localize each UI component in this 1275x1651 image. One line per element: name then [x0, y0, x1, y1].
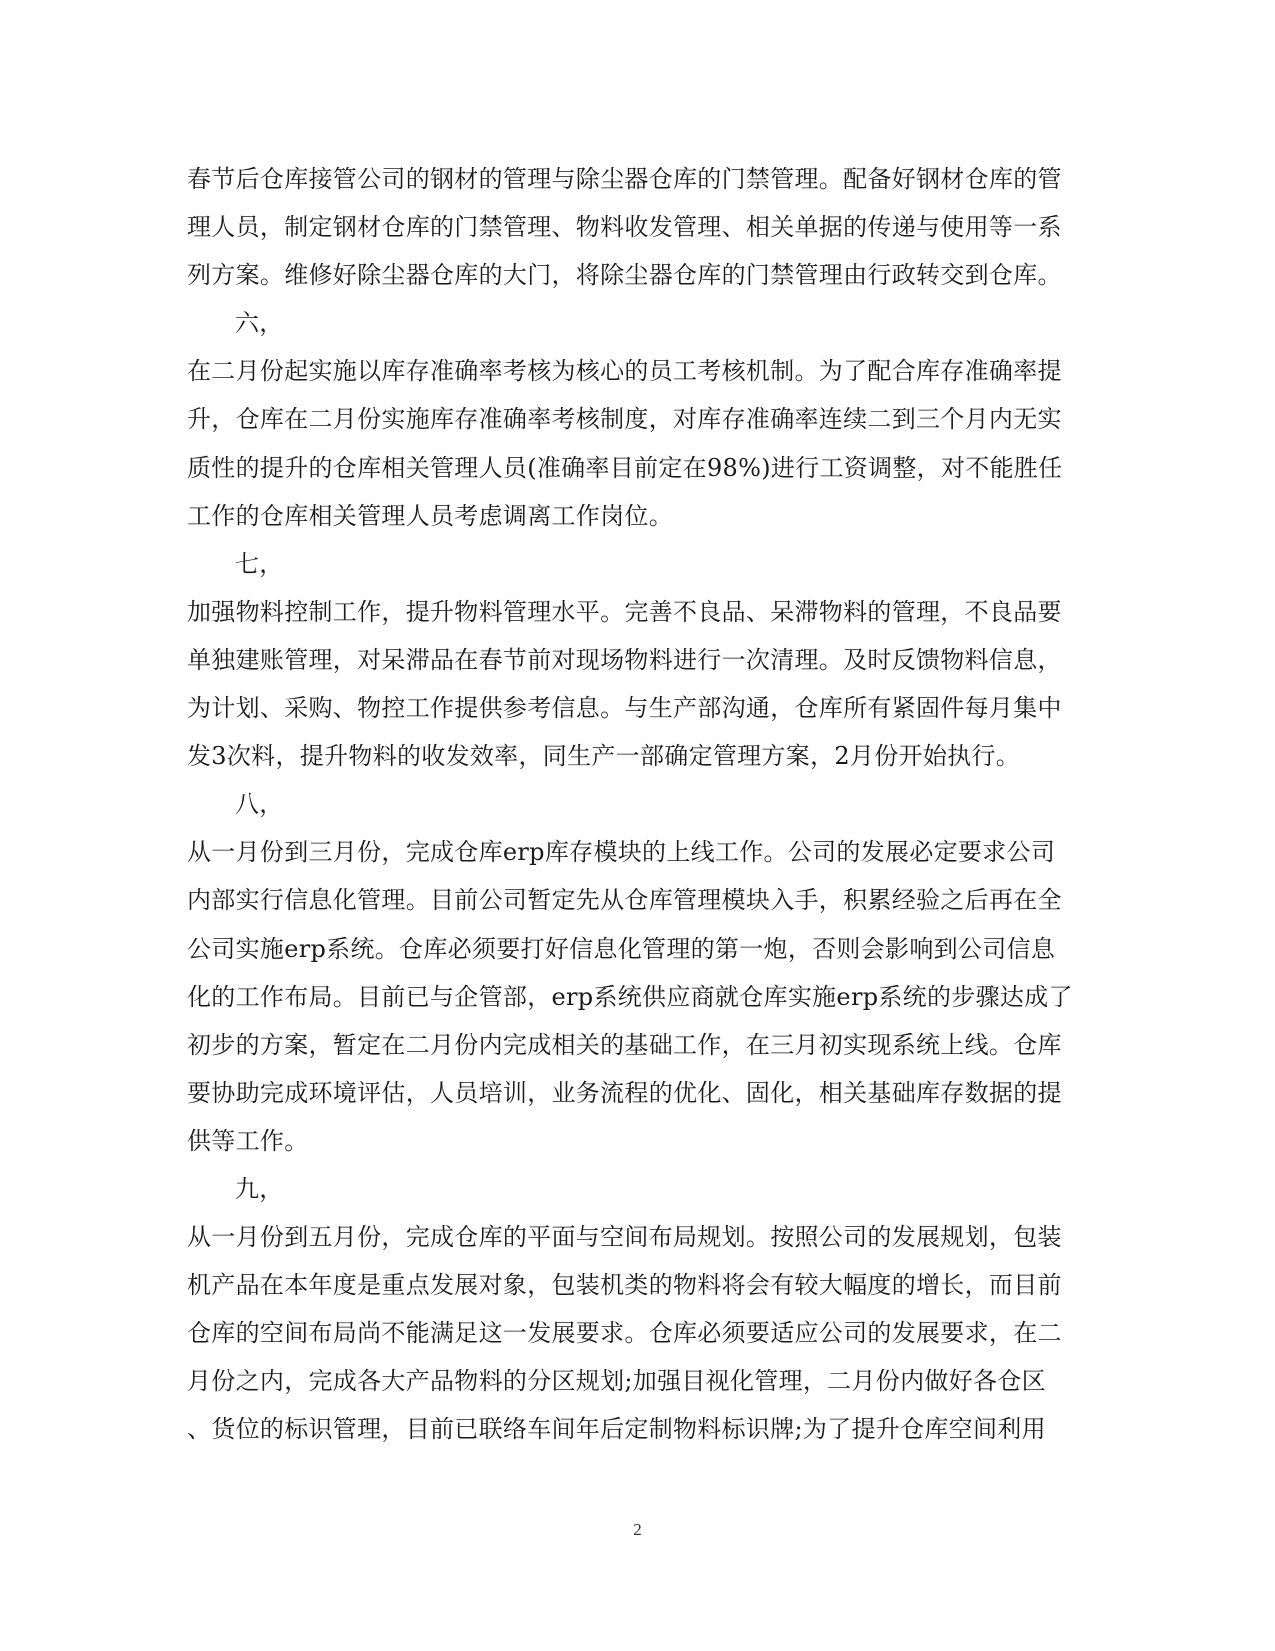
paragraph-line: 仓库的空间布局尚不能满足这一发展要求。仓库必须要适应公司的发展要求，在二: [187, 1319, 1062, 1348]
paragraph-line: 理人员，制定钢材仓库的门禁管理、物料收发管理、相关单据的传递与使用等一系: [187, 213, 1062, 242]
paragraph-line: 为计划、采购、物控工作提供参考信息。与生产部沟通，仓库所有紧固件每月集中: [187, 694, 1062, 723]
paragraph-line: 单独建账管理，对呆滞品在春节前对现场物料进行一次清理。及时反馈物料信息，: [187, 645, 1062, 674]
paragraph-line: 机产品在本年度是重点发展对象，包装机类的物料将会有较大幅度的增长，而目前: [187, 1271, 1062, 1300]
body-text: [187, 155, 1087, 1454]
paragraph-line: 列方案。维修好除尘器仓库的大门，将除尘器仓库的门禁管理由行政转交到仓库。: [187, 261, 1062, 290]
section-heading: 七，: [235, 549, 284, 578]
section-heading: 九，: [235, 1174, 284, 1203]
paragraph-line: 内部实行信息化管理。目前公司暂定先从仓库管理模块入手，积累经验之后再在全: [187, 886, 1062, 915]
paragraph-line: 月份之内，完成各大产品物料的分区规划;加强目视化管理，二月份内做好各仓区: [187, 1367, 1046, 1396]
paragraph-line: 质性的提升的仓库相关管理人员(准确率目前定在98%)进行工资调整，对不能胜任: [187, 453, 1063, 482]
paragraph-line: 要协助完成环境评估，人员培训，业务流程的优化、固化，相关基础库存数据的提: [187, 1078, 1062, 1107]
paragraph-line: 在二月份起实施以库存准确率考核为核心的员工考核机制。为了配合库存准确率提: [187, 357, 1062, 386]
paragraph-line: 供等工作。: [187, 1126, 309, 1155]
paragraph-line: 公司实施erp系统。仓库必须要打好信息化管理的第一炮，否则会影响到公司信息: [187, 934, 1056, 963]
paragraph-line: 、货位的标识管理，目前已联络车间年后定制物料标识牌;为了提升仓库空间利用: [187, 1415, 1046, 1444]
section-heading: 八，: [235, 790, 284, 819]
paragraph-line: 从一月份到五月份，完成仓库的平面与空间布局规划。按照公司的发展规划，包装: [187, 1223, 1062, 1252]
paragraph-line: 从一月份到三月份，完成仓库erp库存模块的上线工作。公司的发展必定要求公司: [187, 838, 1056, 867]
section-heading: 六，: [235, 309, 284, 338]
page-number: 2: [633, 1520, 642, 1539]
paragraph-line: 春节后仓库接管公司的钢材的管理与除尘器仓库的门禁管理。配备好钢材仓库的管: [187, 165, 1062, 193]
paragraph-line: 初步的方案，暂定在二月份内完成相关的基础工作，在三月初实现系统上线。仓库: [187, 1030, 1062, 1059]
paragraph-line: 发3次料，提升物料的收发效率，同生产一部确定管理方案，2月份开始执行。: [187, 742, 1021, 771]
paragraph-line: 化的工作布局。目前已与企管部，erp系统供应商就仓库实施erp系统的步骤达成了: [187, 982, 1073, 1011]
paragraph-line: 升，仓库在二月份实施库存准确率考核制度，对库存准确率连续二到三个月内无实: [187, 405, 1062, 434]
paragraph-line: 加强物料控制工作，提升物料管理水平。完善不良品、呆滞物料的管理，不良品要: [187, 597, 1062, 626]
paragraph-line: 工作的仓库相关管理人员考虑调离工作岗位。: [187, 501, 673, 530]
